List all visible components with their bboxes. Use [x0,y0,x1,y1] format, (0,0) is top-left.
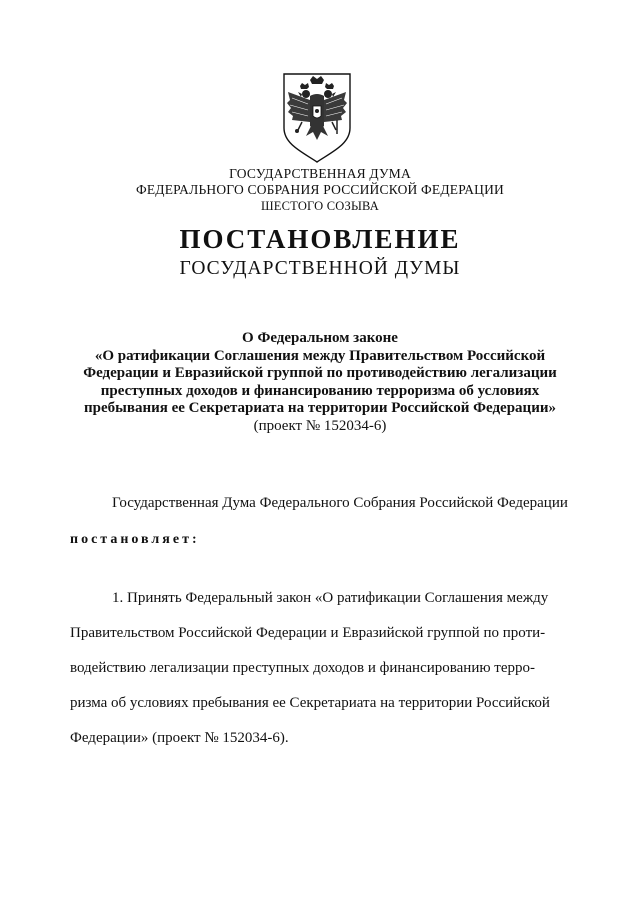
org-name-line1: ГОСУДАРСТВЕННАЯ ДУМА [229,166,411,181]
subject-line: «О ратификации Соглашения между Правительством Российской [94,347,546,364]
subject-line: О Федеральном законе [242,330,398,346]
paragraph-line: Федерации» (проект № 152034-6). [70,730,289,746]
paragraph-line: Правительством Российской Федерации и Евразийской группой по проти- [70,625,546,641]
subject-line: преступных доходов и финансированию терроризма об условиях [100,382,540,399]
intro-text: Государственная Дума Федерального Собрания Российской Федерации [112,495,568,511]
document-subject [60,330,580,435]
org-name-line2: ФЕДЕРАЛЬНОГО СОБРАНИЯ РОССИЙСКОЙ ФЕДЕРАЦИИ [136,182,504,197]
paragraph-line: водействию легализации преступных доходов и финансированию терро- [70,660,536,676]
document-type: ПОСТАНОВЛЕНИЕ [179,224,461,254]
paragraph-line: 1. Принять Федеральный закон «О ратификации Соглашения между [112,590,549,606]
convocation: ШЕСТОГО СОЗЫВА [260,199,380,213]
russian-coat-of-arms-icon [280,70,354,164]
decree-word: постановляет: [70,532,200,547]
paragraph-line: ризма об условиях пребывания ее Секретариата на территории Российской [70,695,550,711]
project-number: (проект № 152034-6) [253,417,387,434]
subject-line: Федерации и Евразийской группой по противодействию легализации [83,365,557,381]
subject-line: пребывания ее Секретариата на территории Российской Федерации» [84,400,556,416]
document-subtitle: ГОСУДАРСТВЕННОЙ ДУМЫ [179,258,461,279]
